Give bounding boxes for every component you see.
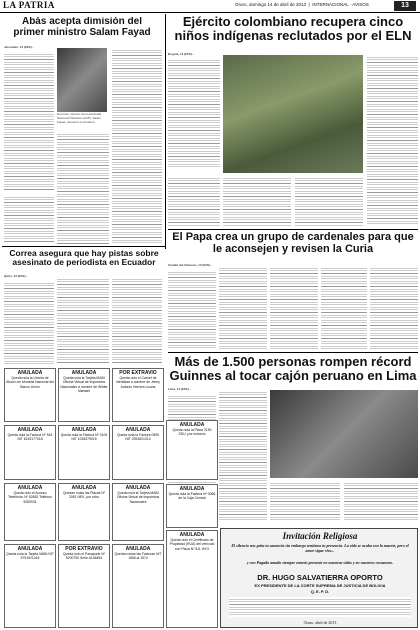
article-papa-body-col3 bbox=[270, 266, 318, 350]
classified-ad-body: Queda nula la Placa 2150 SDU, por extravío bbox=[172, 428, 212, 437]
classified-ad-title: POR EXTRAVIO bbox=[65, 546, 103, 552]
classified-ad-body: Queda nula la Tarjeta MABI Oficina Virtual de Impuestos Nacionales a nombre de Wilder Mamani bbox=[60, 376, 108, 394]
article-colombia-body-col3 bbox=[295, 176, 363, 226]
article-colombia-body-col4 bbox=[367, 55, 418, 225]
page-number: 13 bbox=[394, 1, 416, 11]
classified-ad-body: Queda nula la Factura Nº 544 NIT 6215177018 bbox=[7, 433, 53, 442]
header-date: Oruro, domingo 14 de abril de 2013 bbox=[235, 2, 307, 7]
article-abas-dateline: Jerusalén, 13 (EFE).- bbox=[4, 46, 34, 49]
article-guinnes-body-col4 bbox=[344, 481, 418, 521]
classified-ad-body: Queda nulo el Pasaporte Nº 5200790 Serie A146454 bbox=[62, 552, 106, 561]
invitation-footer: Oruro, abril de 2013 bbox=[303, 620, 337, 625]
article-abas-body-col3 bbox=[112, 48, 162, 244]
article-correa-dateline: Quito, 13 (EFE).- bbox=[4, 275, 28, 278]
article-papa-body-col5 bbox=[370, 266, 418, 350]
classified-ad-title: ANULADA bbox=[179, 486, 205, 492]
classified-ad bbox=[4, 544, 56, 628]
classified-ad-title: ANULADA bbox=[71, 485, 97, 491]
article-correa-title: Correa asegura que hay pistas sobre asesinato de periodista en Ecuador bbox=[9, 249, 159, 267]
classified-ad-body: Queda nula la Libreta de Ahorro en Moneda Nacional del Banco Unión bbox=[6, 376, 54, 389]
article-papa-body-col1 bbox=[168, 270, 216, 350]
obituary-invitation bbox=[220, 528, 418, 628]
article-colombia-body-col2 bbox=[223, 176, 291, 226]
classified-ad-title: ANULADA bbox=[17, 427, 43, 433]
article-abas-photo bbox=[57, 48, 107, 112]
classified-ad bbox=[166, 420, 218, 480]
header-info: Oruro, domingo 14 de abril de 2013 | INTERNACIONAL · AVISOS bbox=[235, 2, 369, 7]
classified-ad-title: ANULADA bbox=[125, 427, 151, 433]
classified-ad-body: Queda nula la Factura 0595 NIT 2924521014 bbox=[116, 433, 160, 442]
column-divider bbox=[165, 14, 166, 249]
classified-ad-title: ANULADA bbox=[125, 485, 151, 491]
article-colombia-title: Ejército colombiano recupera cinco niños indígenas reclutados por el ELN bbox=[174, 15, 412, 43]
invitation-body bbox=[229, 597, 411, 617]
classified-ad-title: ANULADA bbox=[179, 422, 205, 428]
classified-ad-body: Queda nula la Factura Nº 0066 de la Caja Central bbox=[168, 492, 216, 501]
invitation-title: Invitación Religiosa bbox=[282, 531, 358, 541]
article-guinnes-body-col2 bbox=[219, 390, 267, 520]
classified-ad-body: Queda nula la Factura Nº 0100 NIT 1028379016 bbox=[60, 433, 108, 442]
deceased-role: EX PRESIDENTE DE LA CORTE SUPREMA DE JUSTICIA DE BOLIVIA bbox=[254, 583, 386, 588]
article-abas-body-col1 bbox=[4, 52, 54, 192]
invitation-quote-2: y con Pagado amado siempre estarás presente en nuestras vidas y en nuestros corazones. bbox=[246, 560, 394, 565]
article-guinnes-dateline: Lima, 13 (EFE).- bbox=[168, 388, 191, 391]
classified-ad bbox=[112, 483, 164, 541]
header-section: INTERNACIONAL · AVISOS bbox=[312, 2, 369, 7]
article-papa-body-col2 bbox=[219, 266, 267, 350]
classified-ad-body: Queda nula la Tarjeta MABI NIT 5791521016 bbox=[6, 552, 54, 561]
classified-ad-title: ANULADA bbox=[179, 532, 205, 538]
classified-ad bbox=[166, 530, 218, 628]
classified-ad bbox=[58, 425, 110, 480]
classified-ad bbox=[58, 368, 110, 422]
article-correa-body-col2 bbox=[57, 277, 109, 365]
article-abas-body-col2 bbox=[57, 132, 109, 244]
article-guinnes-body-col3 bbox=[270, 481, 340, 521]
classified-ad bbox=[4, 425, 56, 480]
article-colombia-dateline: Bogotá, 13 (EFE).- bbox=[168, 53, 194, 56]
classified-ad-title: ANULADA bbox=[71, 427, 97, 433]
article-papa-body-col4 bbox=[321, 266, 367, 350]
article-colombia-photo bbox=[223, 55, 363, 173]
article-abas-caption: El primer ministro de la Autoridad Nacional Palestina (ANP), Salam Fayad, presentó su dimisión. bbox=[57, 113, 102, 124]
classified-ad bbox=[58, 544, 110, 628]
article-correa-body-col1 bbox=[4, 281, 54, 365]
classified-ad-title: ANULADA bbox=[17, 546, 43, 552]
article-papa-dateline: Ciudad del Vaticano, 13 (EFE).- bbox=[168, 264, 213, 267]
section-divider bbox=[168, 352, 418, 353]
classified-ad-title: ANULADA bbox=[125, 546, 151, 552]
classified-ad-body: Queda nulo el Acceso Telefónico Nº 52653 Teléfono 5280931 bbox=[8, 491, 52, 504]
section-divider bbox=[168, 229, 418, 230]
article-correa-body-col3 bbox=[112, 277, 162, 365]
article-guinnes-photo bbox=[270, 390, 418, 478]
classified-ad-title: ANULADA bbox=[17, 485, 43, 491]
classified-ad bbox=[112, 425, 164, 480]
classified-ad bbox=[4, 368, 56, 422]
classified-ad-title: ANULADA bbox=[17, 370, 43, 376]
article-colombia-body-col1 bbox=[168, 58, 220, 168]
classified-ad-body: Queda nula la Tarjeta MABI Oficina Virtual de Impuestos Nacionales bbox=[116, 491, 160, 504]
deceased-name: DR. HUGO SALVATIERRA OPORTO bbox=[257, 573, 383, 582]
newspaper-logo: LA PATRIA bbox=[3, 0, 55, 10]
classified-ad-body: Queda nulo el Carnet de Identidad a nombre de Jenny Antonio Herrera Licona bbox=[116, 376, 160, 389]
classified-ad bbox=[58, 483, 110, 541]
classified-ad bbox=[112, 368, 164, 422]
article-papa-title: El Papa crea un grupo de cardenales para que le aconsejen y revisen la Curia bbox=[172, 232, 414, 255]
section-divider bbox=[2, 246, 165, 247]
classified-ad bbox=[4, 483, 56, 541]
classified-ad-title: ANULADA bbox=[71, 370, 97, 376]
classified-ad-body: Quedan nulas las Facturas NIT 1566 al 1574 bbox=[114, 552, 162, 561]
rip-label: Q. E. P. D. bbox=[310, 589, 330, 594]
classified-ad-body: Quedan nulas las Placas Nº 2081 NEK, por robo bbox=[62, 491, 106, 500]
classified-ad-title: POR EXTRAVIO bbox=[119, 370, 157, 376]
invitation-quote: El silencio nos grita tu ausencia sin embargo sentimos tu presencia. La vida se acaba con la muerte, pero el amor sigue vivo... bbox=[231, 543, 409, 553]
classified-ad bbox=[112, 544, 164, 628]
article-guinnes-title: Más de 1.500 personas rompen récord Guinnes al tocar cajón peruano en Lima bbox=[169, 355, 417, 383]
article-abas-body-col1b bbox=[4, 195, 54, 244]
classified-ad-body: Queda nulo el Certificado de Propiedad (RUA) del vehículo con Placa Nº 811 HXG bbox=[169, 538, 215, 551]
classified-ad bbox=[166, 484, 218, 528]
article-colombia-body-col1b bbox=[168, 176, 220, 226]
article-abas-title: Abás acepta dimisión del primer ministro Salam Fayad bbox=[13, 17, 151, 38]
